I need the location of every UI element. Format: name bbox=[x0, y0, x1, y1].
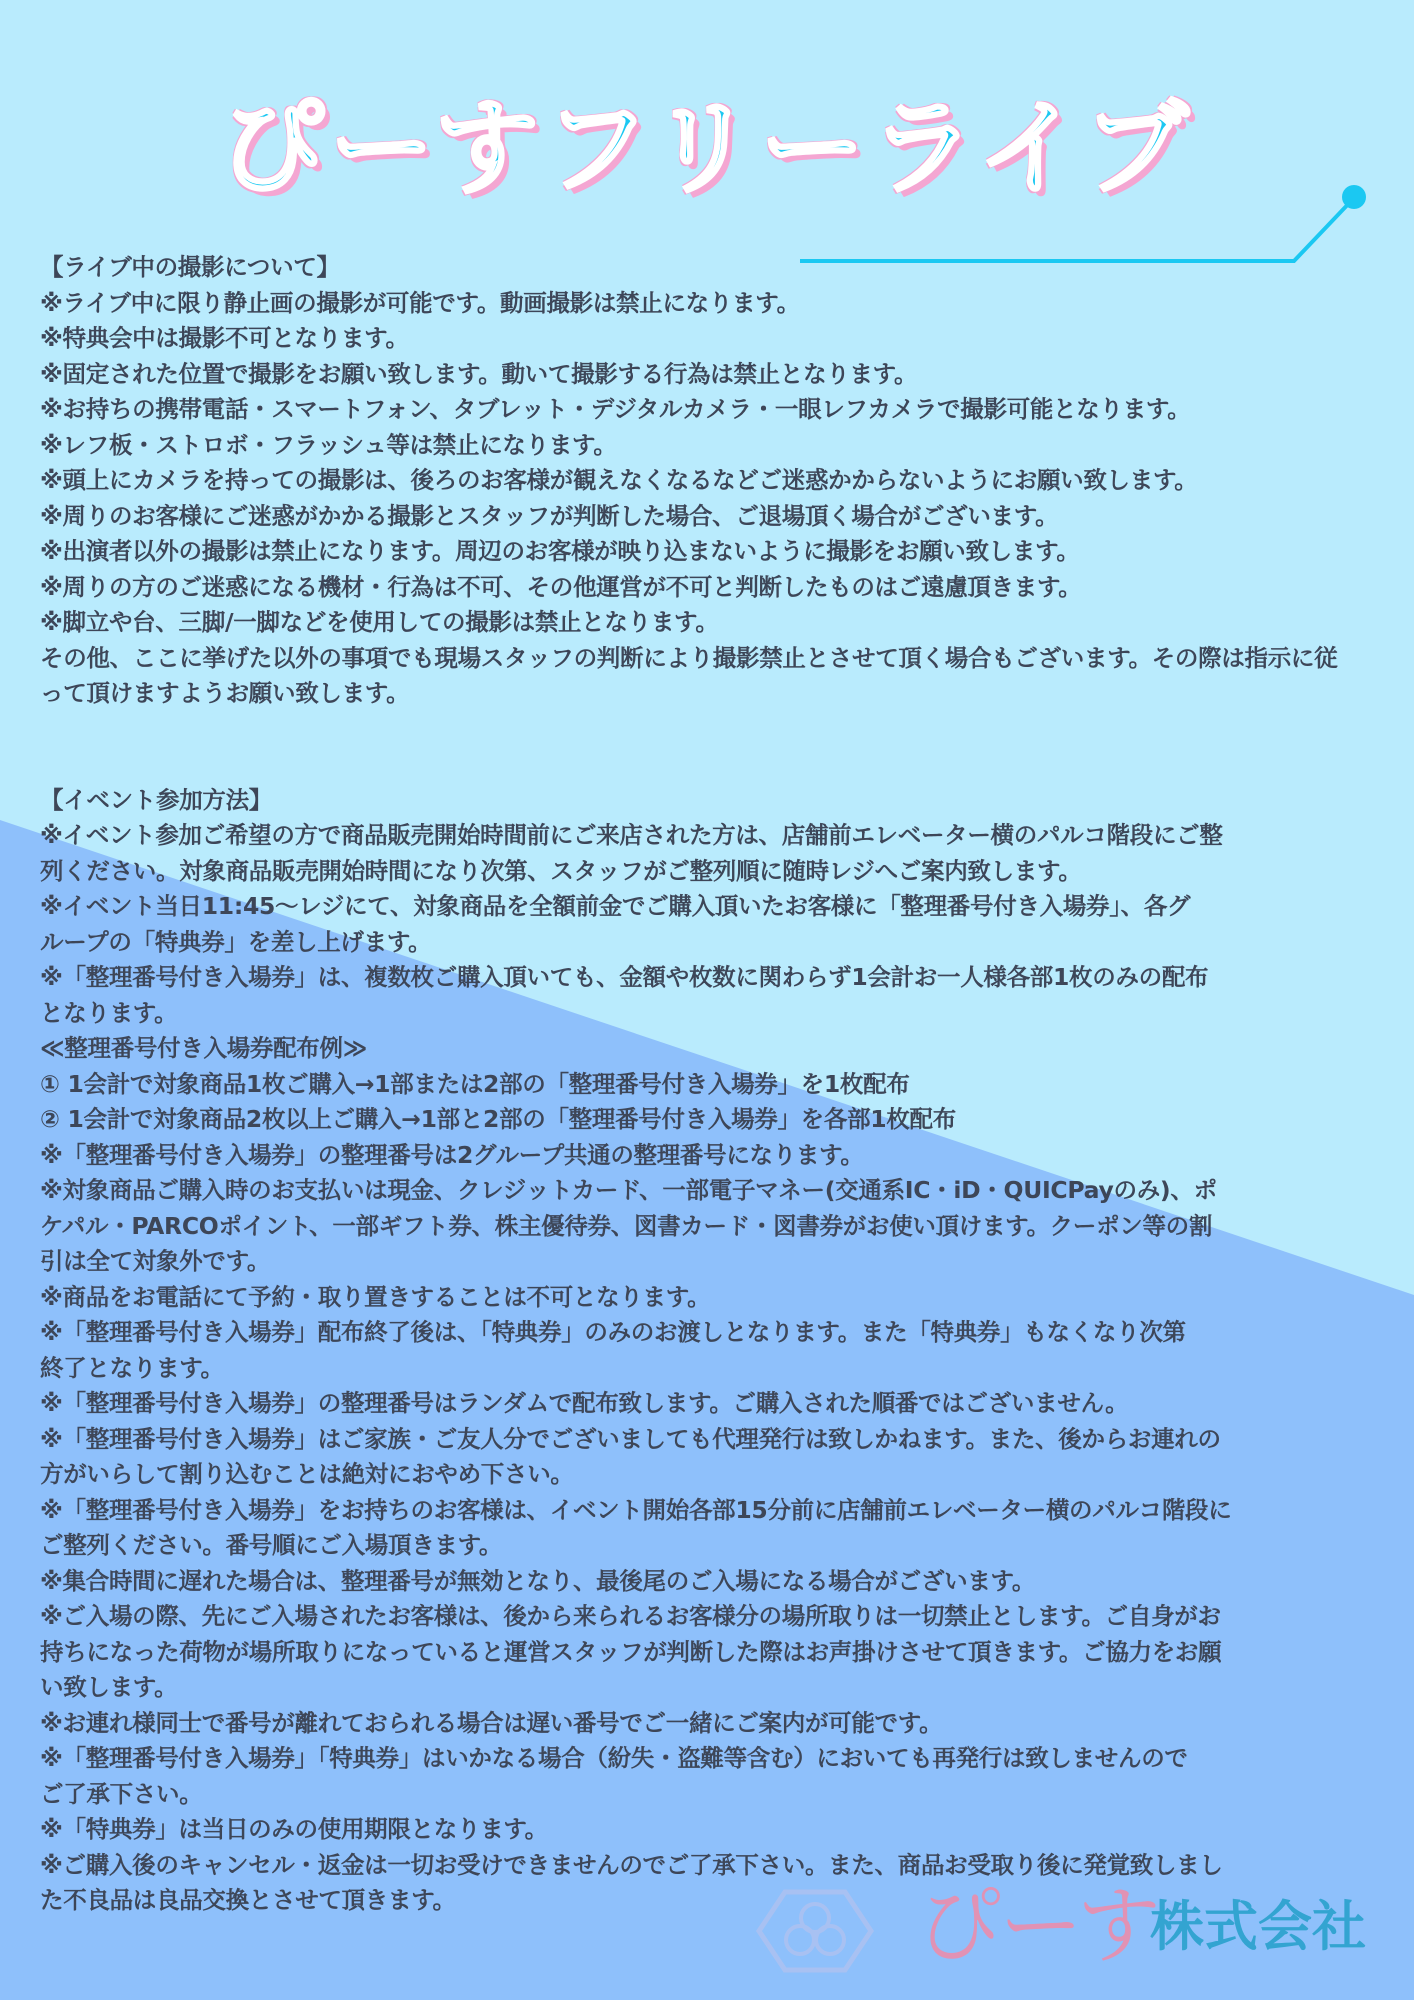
logo-company-text: 株式会社 bbox=[1150, 1895, 1366, 1958]
notice-line: ※お連れ様同士で番号が離れておられる場合は遅い番号でご一緒にご案内が可能です。 bbox=[40, 1708, 943, 1737]
event-section-heading: 【イベント参加方法】 bbox=[40, 785, 272, 814]
notice-line: ※周りの方のご迷惑になる機材・行為は不可、その他運営が不可と判断したものはご遠慮頂きます。 bbox=[40, 572, 1082, 601]
notice-line: ご整列ください。番号順にご入場頂きます。 bbox=[40, 1531, 503, 1559]
photo-section-lines bbox=[40, 286, 1400, 712]
notice-line: ※特典会中は撮影不可となります。 bbox=[40, 324, 409, 352]
logo-brand-text: ぴーす bbox=[917, 1877, 1159, 1975]
title-accent-line bbox=[0, 0, 1414, 280]
notice-line: 方がいらして割り込むことは絶対におやめ下さい。 bbox=[40, 1460, 574, 1488]
notice-line: 引は全て対象外です。 bbox=[40, 1247, 271, 1275]
notice-line: 持ちになった荷物が場所取りになっていると運営スタッフが判断した際はお声掛けさせて頂きます。ご協力をお願 bbox=[40, 1637, 1222, 1666]
notice-line: ※「整理番号付き入場券」の整理番号はランダムで配布致します。ご購入された順番ではございません。 bbox=[40, 1389, 1129, 1417]
notice-line: ≪整理番号付き入場券配布例≫ bbox=[40, 1034, 368, 1062]
notice-line: ※集合時間に遅れた場合は、整理番号が無効となり、最後尾のご入場になる場合がございます。 bbox=[40, 1566, 1036, 1595]
notice-line: ※周りのお客様にご迷惑がかかる撮影とスタッフが判断した場合、ご退場頂く場合がございます。 bbox=[40, 501, 1059, 530]
accent-dot-icon bbox=[1342, 185, 1366, 209]
notice-line: ※ご購入後のキャンセル・返金は一切お受けできませんのでご了承下さい。また、商品お受取り後に発覚致しまし bbox=[40, 1850, 1223, 1879]
notice-line: 終了となります。 bbox=[40, 1353, 224, 1382]
notice-line: となります。 bbox=[40, 998, 178, 1027]
notice-line: ※「整理番号付き入場券」「特典券」はいかなる場合（紛失・盗難等含む）においても再発行は致しませんので bbox=[40, 1744, 1188, 1772]
notice-line: ※「整理番号付き入場券」は、複数枚ご購入頂いても、金額や枚数に関わらず1会計お一人様各部1枚のみの配布 bbox=[40, 963, 1209, 991]
company-logo bbox=[755, 1877, 1395, 1980]
notice-line: ① 1会計で対象商品1枚ご購入→1部または2部の「整理番号付き入場券」を1枚配布 bbox=[40, 1069, 910, 1098]
notice-line: ② 1会計で対象商品2枚以上ご購入→1部と2部の「整理番号付き入場券」を各部1枚配布 bbox=[40, 1105, 956, 1133]
notice-line: ※脚立や台、三脚/一脚などを使用しての撮影は禁止となります。 bbox=[40, 608, 719, 636]
notice-content bbox=[40, 250, 1400, 1919]
hexagon-flower-emblem-icon bbox=[755, 1888, 875, 1974]
notice-line: ※ライブ中に限り静止画の撮影が可能です。動画撮影は禁止になります。 bbox=[40, 288, 800, 317]
page-title: ぴーすフリーライブ bbox=[219, 87, 1195, 209]
notice-line: ※対象商品ご購入時のお支払いは現金、クレジットカード、一部電子マネー(交通系IC・iD・QUICPayのみ)、ポ bbox=[40, 1176, 1217, 1204]
notice-line: ※「特典券」は当日のみの使用期限となります。 bbox=[40, 1815, 548, 1843]
photo-section-heading: 【ライブ中の撮影について】 bbox=[40, 253, 340, 281]
notice-line: 列ください。対象商品販売開始時間になり次第、スタッフがご整列順に随時レジへご案内致します。 bbox=[40, 856, 1082, 885]
notice-line: ※イベント参加ご希望の方で商品販売開始時間前にご来店された方は、店舗前エレベーター横のパルコ階段にご整 bbox=[40, 821, 1223, 849]
notice-line: って頂けますようお願い致します。 bbox=[40, 679, 410, 707]
section-spacer bbox=[40, 747, 1400, 783]
notice-line: ※ご入場の際、先にご入場されたお客様は、後から来られるお客様分の場所取りは一切禁止とします。ご自身がお bbox=[40, 1602, 1221, 1630]
notice-line: ※商品をお電話にて予約・取り置きすることは不可となります。 bbox=[40, 1282, 711, 1311]
notice-line: ※「整理番号付き入場券」はご家族・ご友人分でございましても代理発行は致しかねます。また、後からお連れの bbox=[40, 1424, 1221, 1453]
notice-line: ループの「特典券」を差し上げます。 bbox=[40, 927, 432, 956]
notice-line: ※イベント当日11:45〜レジにて、対象商品を全額前金でご購入頂いたお客様に「整理番号付き入場券」、各グ bbox=[40, 892, 1191, 920]
event-section-lines bbox=[40, 818, 1400, 1919]
notice-line: ※「整理番号付き入場券」の整理番号は2グループ共通の整理番号になります。 bbox=[40, 1140, 864, 1169]
notice-line: ※頭上にカメラを持っての撮影は、後ろのお客様が観えなくなるなどご迷惑かからないようにお願い致します。 bbox=[40, 466, 1198, 494]
notice-line: た不良品は良品交換とさせて頂きます。 bbox=[40, 1886, 456, 1914]
notice-line: その他、ここに挙げた以外の事項でも現場スタッフの判断により撮影禁止とさせて頂く場合もございます。その際は指示に従 bbox=[40, 643, 1338, 672]
notice-line: ご了承下さい。 bbox=[40, 1779, 203, 1808]
notice-line: い致します。 bbox=[40, 1673, 178, 1701]
notice-line: ケパル・PARCOポイント、一部ギフト券、株主優待券、図書カード・図書券がお使い頂けます。クーポン等の割 bbox=[40, 1211, 1213, 1240]
notice-line: ※お持ちの携帯電話・スマートフォン、タブレット・デジタルカメラ・一眼レフカメラで撮影可能となります。 bbox=[40, 395, 1191, 423]
section-spacer bbox=[40, 712, 1400, 748]
notice-line: ※レフ板・ストロボ・フラッシュ等は禁止になります。 bbox=[40, 430, 617, 459]
notice-line: ※「整理番号付き入場券」配布終了後は、「特典券」のみのお渡しとなります。また「特典券」もなくなり次第 bbox=[40, 1318, 1186, 1346]
notice-line: ※「整理番号付き入場券」をお持ちのお客様は、イベント開始各部15分前に店舗前エレベーター横のパルコ階段に bbox=[40, 1495, 1232, 1524]
notice-line: ※出演者以外の撮影は禁止になります。周辺のお客様が映り込まないように撮影をお願い致します。 bbox=[40, 537, 1080, 565]
notice-line: ※固定された位置で撮影をお願い致します。動いて撮影する行為は禁止となります。 bbox=[40, 359, 918, 388]
